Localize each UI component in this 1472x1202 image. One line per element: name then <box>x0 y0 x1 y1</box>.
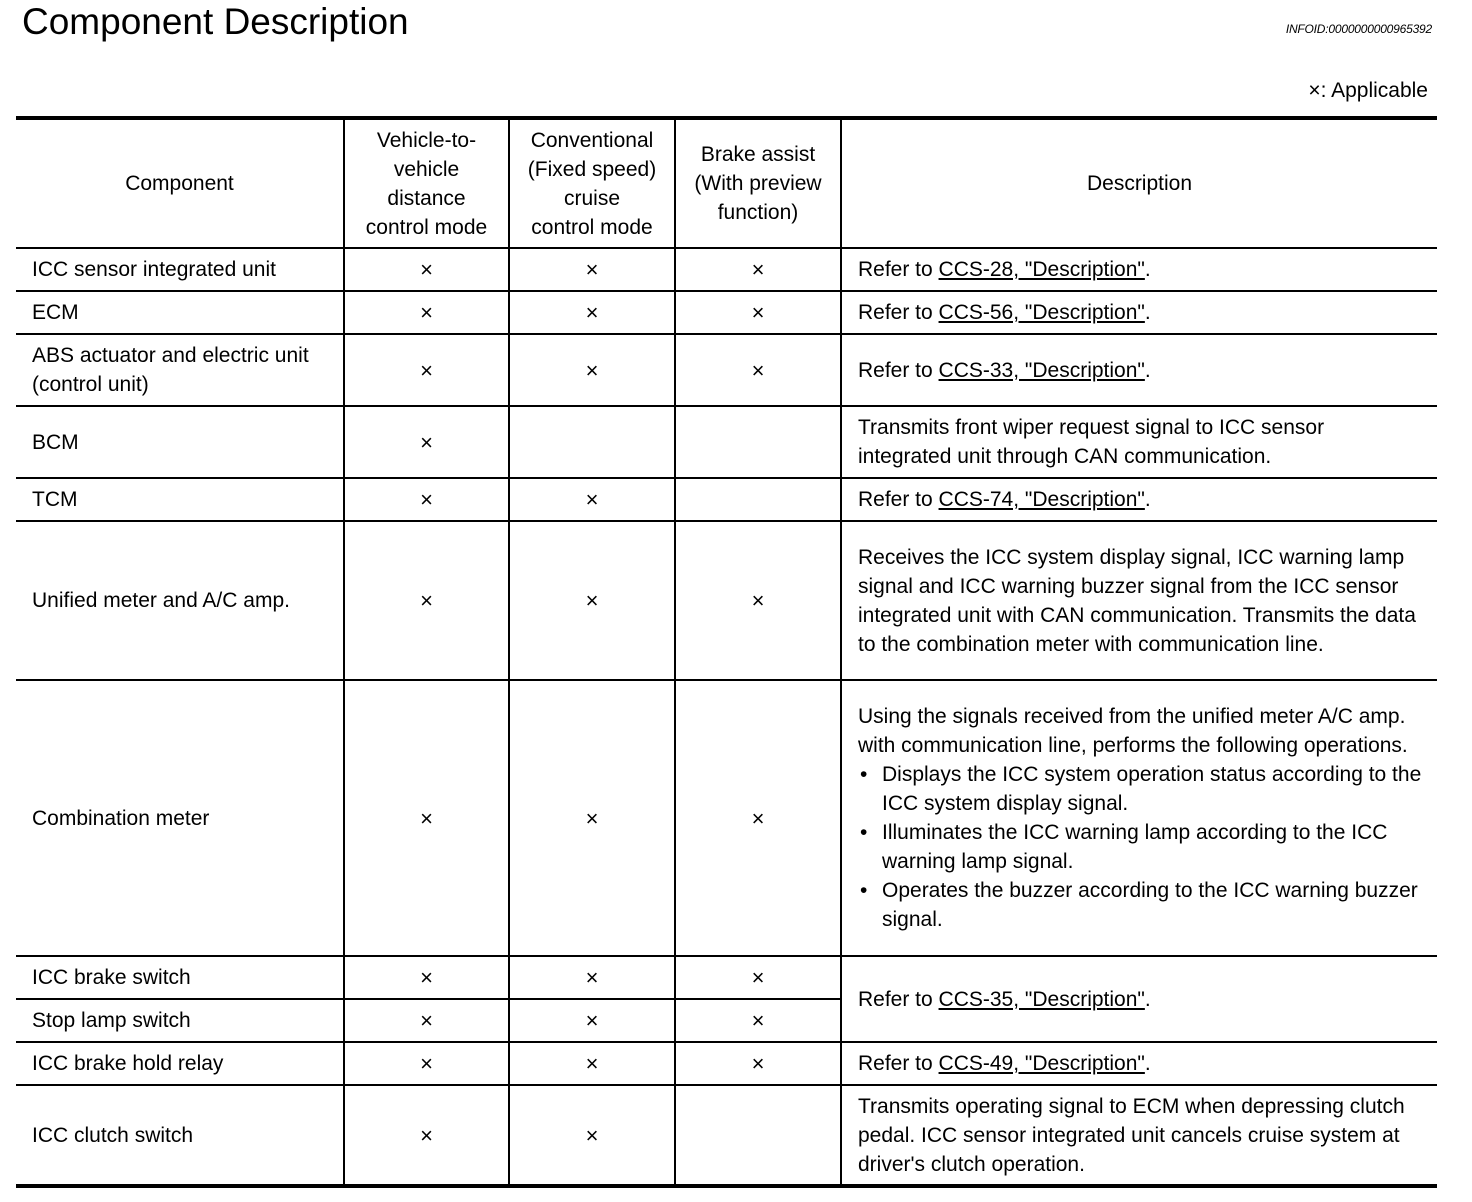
conventional-mark: × <box>509 680 675 956</box>
applicable-legend: ×: Applicable <box>1308 79 1428 102</box>
conventional-mark: × <box>509 334 675 406</box>
component-cell: ECM <box>16 291 344 334</box>
list-item: • Operates the buzzer according to the ICC warning buzzer signal. <box>858 876 1423 934</box>
conventional-mark: × <box>509 248 675 291</box>
list-item: • Illuminates the ICC warning lamp according to the ICC warning lamp signal. <box>858 818 1423 876</box>
brake-assist-mark: × <box>675 680 841 956</box>
component-cell: Unified meter and A/C amp. <box>16 521 344 680</box>
page-title: Component Description <box>22 1 409 42</box>
table-row <box>16 521 1437 680</box>
v2v-mark: × <box>344 521 509 680</box>
header-brake-assist: Brake assist (With preview function) <box>675 118 841 248</box>
table-row <box>16 1042 1437 1085</box>
brake-assist-mark: × <box>675 956 841 999</box>
header-description: Description <box>841 118 1437 248</box>
v2v-mark: × <box>344 956 509 999</box>
conventional-mark: × <box>509 1085 675 1186</box>
description-cell: Refer to CCS-49, "Description". <box>841 1042 1437 1085</box>
brake-assist-mark: × <box>675 1042 841 1085</box>
brake-assist-mark <box>675 478 841 521</box>
reference-link[interactable]: CCS-74, "Description" <box>938 488 1145 511</box>
brake-assist-mark: × <box>675 334 841 406</box>
table-row <box>16 680 1437 956</box>
table-row <box>16 334 1437 406</box>
v2v-mark: × <box>344 334 509 406</box>
brake-assist-mark: × <box>675 521 841 680</box>
conventional-mark: × <box>509 999 675 1042</box>
brake-assist-mark: × <box>675 999 841 1042</box>
component-cell: Stop lamp switch <box>16 999 344 1042</box>
v2v-mark: × <box>344 999 509 1042</box>
conventional-mark: × <box>509 1042 675 1085</box>
component-cell: ICC clutch switch <box>16 1085 344 1186</box>
v2v-mark: × <box>344 1042 509 1085</box>
table-row <box>16 956 1437 999</box>
component-table <box>16 116 1437 1188</box>
reference-link[interactable]: CCS-33, "Description" <box>938 358 1145 382</box>
reference-link[interactable]: CCS-56, "Description" <box>938 301 1145 324</box>
component-cell: Combination meter <box>16 680 344 956</box>
component-cell: ICC brake switch <box>16 956 344 999</box>
header-conventional-mode: Conventional (Fixed speed) cruise control mode <box>509 118 675 248</box>
description-cell: Refer to CCS-33, "Description". <box>841 334 1437 406</box>
v2v-mark: × <box>344 680 509 956</box>
list-item: • Displays the ICC system operation status according to the ICC system display signal. <box>858 760 1423 818</box>
info-id: INFOID:0000000000965392 <box>1285 22 1432 36</box>
description-cell: Transmits operating signal to ECM when depressing clutch pedal. ICC sensor integrated unit cancels cruise system at driver's clutch operation. <box>841 1085 1437 1186</box>
conventional-mark <box>509 406 675 478</box>
header-v2v-mode: Vehicle-to- vehicle distance control mode <box>344 118 509 248</box>
brake-assist-mark: × <box>675 291 841 334</box>
v2v-mark: × <box>344 406 509 478</box>
table-row <box>16 1085 1437 1186</box>
component-cell: ICC brake hold relay <box>16 1042 344 1085</box>
description-cell: Refer to CCS-28, "Description". <box>841 248 1437 291</box>
brake-assist-mark: × <box>675 248 841 291</box>
reference-link[interactable]: CCS-49, "Description" <box>938 1052 1145 1075</box>
reference-link[interactable]: CCS-35, "Description" <box>938 987 1145 1011</box>
v2v-mark: × <box>344 291 509 334</box>
description-cell: Transmits front wiper request signal to ICC sensor integrated unit through CAN communication. <box>841 406 1437 478</box>
table-row <box>16 478 1437 521</box>
operation-list <box>858 760 1423 934</box>
table-row <box>16 291 1437 334</box>
brake-assist-mark <box>675 406 841 478</box>
component-cell: BCM <box>16 406 344 478</box>
table-row <box>16 248 1437 291</box>
v2v-mark: × <box>344 478 509 521</box>
description-cell: Refer to CCS-56, "Description". <box>841 291 1437 334</box>
header-component: Component <box>16 118 344 248</box>
conventional-mark: × <box>509 521 675 680</box>
v2v-mark: × <box>344 248 509 291</box>
component-cell: ICC sensor integrated unit <box>16 248 344 291</box>
conventional-mark: × <box>509 478 675 521</box>
brake-assist-mark <box>675 1085 841 1186</box>
description-cell: Refer to CCS-35, "Description". <box>841 956 1437 1042</box>
conventional-mark: × <box>509 291 675 334</box>
header-row <box>16 118 1437 248</box>
component-cell: TCM <box>16 478 344 521</box>
component-cell: ABS actuator and electric unit (control unit) <box>16 334 344 406</box>
table-row <box>16 406 1437 478</box>
description-cell <box>841 680 1437 956</box>
description-intro: Using the signals received from the unified meter A/C amp. with communication line, performs the following operations. <box>858 705 1408 757</box>
reference-link[interactable]: CCS-28, "Description" <box>938 258 1145 281</box>
v2v-mark: × <box>344 1085 509 1186</box>
description-cell: Receives the ICC system display signal, ICC warning lamp signal and ICC warning buzzer signal from the ICC sensor integrated unit with CAN communication. Transmits the data to the combination meter with communication line. <box>841 521 1437 680</box>
description-cell: Refer to CCS-74, "Description". <box>841 478 1437 521</box>
conventional-mark: × <box>509 956 675 999</box>
